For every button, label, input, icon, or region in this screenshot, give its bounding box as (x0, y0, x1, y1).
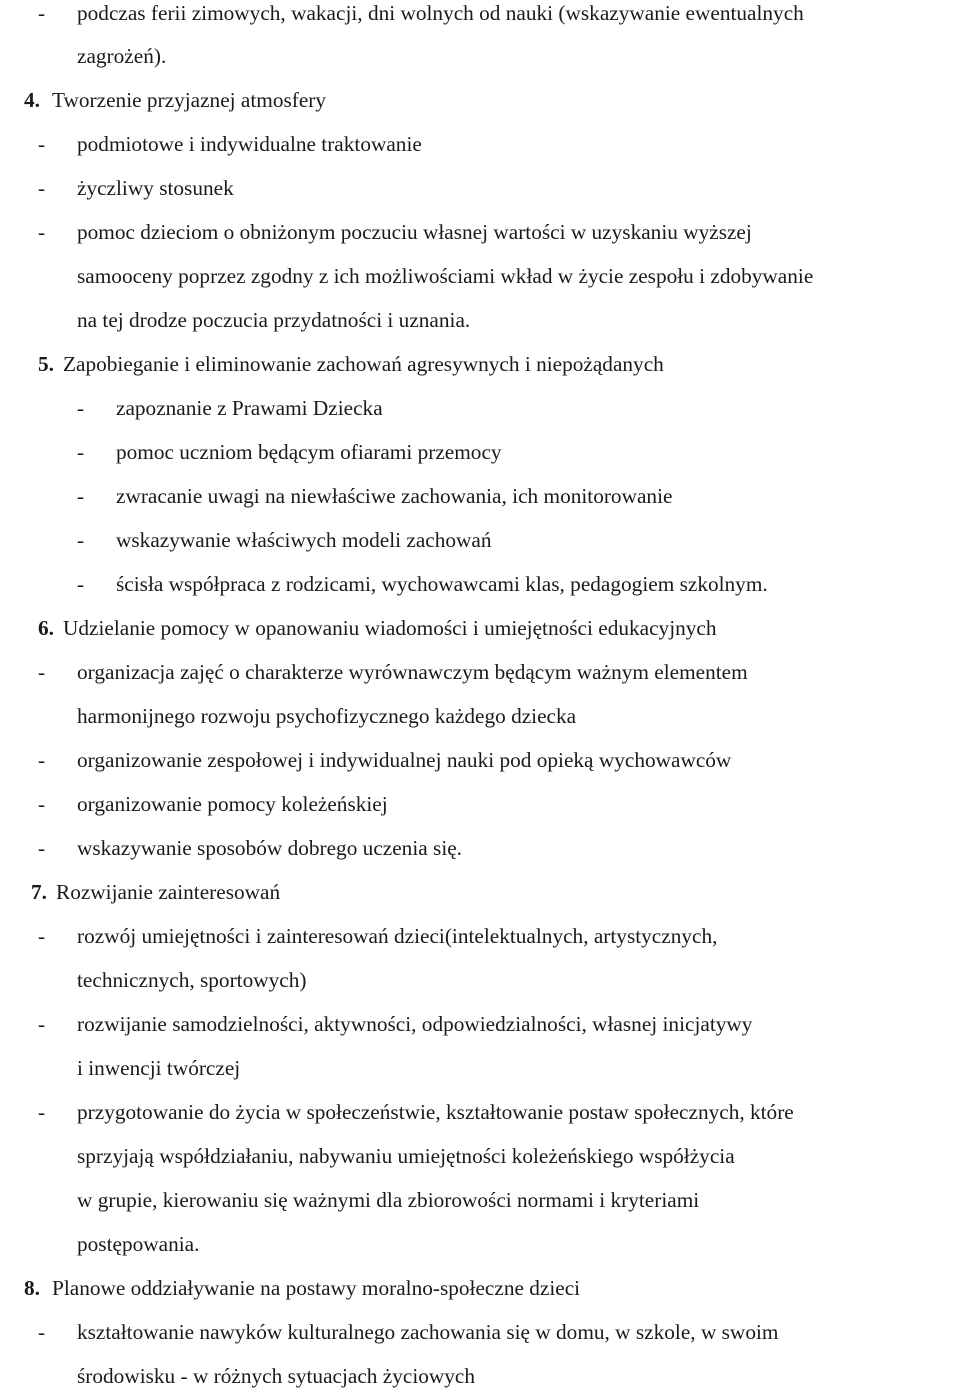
list-dash: - (77, 528, 85, 552)
list-item-text: ścisła współpraca z rodzicami, wychowawcami klas, pedagogiem szkolnym. (116, 572, 768, 596)
list-item-text: rozwój umiejętności i zainteresowań dzieci(intelektualnych, artystycznych, (77, 924, 718, 948)
list-item-text: zapoznanie z Prawami Dziecka (116, 396, 383, 420)
list-item-text: postępowania. (77, 1232, 200, 1256)
list-item-text: środowisku - w różnych sytuacjach życiowych (77, 1364, 476, 1388)
list-item-text: przygotowanie do życia w społeczeństwie, kształtowanie postaw społecznych, które (77, 1100, 794, 1124)
list-item-text: organizacja zajęć o charakterze wyrównawczym będącym ważnym elementem (77, 660, 748, 684)
section-number: 7. (31, 880, 47, 904)
list-dash: - (38, 792, 46, 816)
list-item-text: pomoc uczniom będącym ofiarami przemocy (116, 440, 502, 464)
list-item-text: kształtowanie nawyków kulturalnego zachowania się w domu, w szkole, w swoim (77, 1320, 779, 1344)
list-item-text: w grupie, kierowaniu się ważnymi dla zbiorowości normami i kryteriami (77, 1188, 700, 1212)
section-number: 6. (38, 616, 54, 640)
section-title: Udzielanie pomocy w opanowaniu wiadomości i umiejętności edukacyjnych (63, 616, 717, 640)
list-dash: - (38, 1012, 46, 1036)
list-dash: - (38, 748, 46, 772)
list-item-text: na tej drodze poczucia przydatności i uznania. (77, 308, 471, 332)
list-dash: - (38, 660, 46, 684)
list-item-text: i inwencji twórczej (77, 1056, 241, 1080)
section-number: 8. (24, 1276, 40, 1300)
list-item-text: organizowanie pomocy koleżeńskiej (77, 792, 388, 816)
list-item-text: technicznych, sportowych) (77, 968, 307, 992)
list-dash: - (38, 836, 46, 860)
list-dash: - (77, 484, 85, 508)
list-dash: - (77, 572, 85, 596)
list-dash: - (38, 924, 46, 948)
list-dash: - (38, 220, 46, 244)
list-dash: - (38, 132, 46, 156)
list-dash: - (77, 440, 85, 464)
list-dash: - (38, 176, 46, 200)
list-item-text: rozwijanie samodzielności, aktywności, odpowiedzialności, własnej inicjatywy (77, 1012, 753, 1036)
list-item-text: zagrożeń). (77, 44, 167, 68)
list-item-text: organizowanie zespołowej i indywidualnej nauki pod opieką wychowawców (77, 748, 732, 772)
section-number: 5. (38, 352, 54, 376)
list-item-text: życzliwy stosunek (77, 176, 234, 200)
list-dash: - (38, 1320, 46, 1344)
section-title: Tworzenie przyjaznej atmosfery (52, 88, 327, 112)
list-dash: - (38, 1100, 46, 1124)
list-item-text: podczas ferii zimowych, wakacji, dni wolnych od nauki (wskazywanie ewentualnych (77, 1, 804, 25)
list-item-text: wskazywanie właściwych modeli zachowań (116, 528, 492, 552)
list-item-text: harmonijnego rozwoju psychofizycznego każdego dziecka (77, 704, 577, 728)
list-item-text: wskazywanie sposobów dobrego uczenia się. (77, 836, 463, 860)
list-item-text: pomoc dzieciom o obniżonym poczuciu własnej wartości w uzyskaniu wyższej (77, 220, 752, 244)
list-item-text: sprzyjają współdziałaniu, nabywaniu umiejętności koleżeńskiego współżycia (77, 1144, 735, 1168)
list-dash: - (38, 1, 46, 25)
section-title: Planowe oddziaływanie na postawy moralno-społeczne dzieci (52, 1276, 581, 1300)
list-dash: - (77, 396, 85, 420)
section-number: 4. (24, 88, 40, 112)
section-title: Zapobieganie i eliminowanie zachowań agresywnych i niepożądanych (63, 352, 664, 376)
list-item-text: zwracanie uwagi na niewłaściwe zachowania, ich monitorowanie (116, 484, 673, 508)
list-item-text: samooceny poprzez zgodny z ich możliwościami wkład w życie zespołu i zdobywanie (77, 264, 814, 288)
list-item-text: podmiotowe i indywidualne traktowanie (77, 132, 422, 156)
section-title: Rozwijanie zainteresowań (56, 880, 281, 904)
